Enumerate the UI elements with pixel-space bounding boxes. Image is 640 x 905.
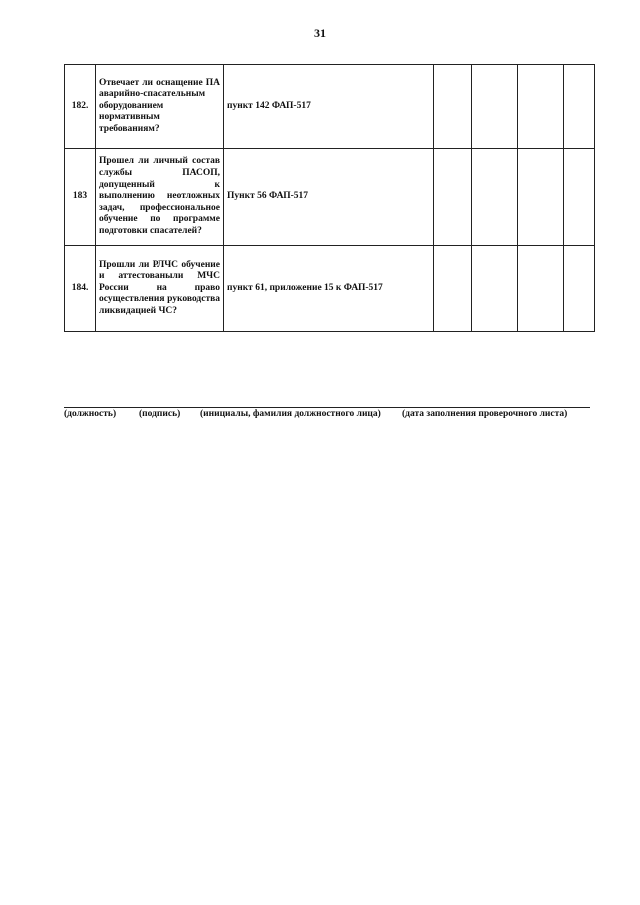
answer-cell[interactable]: [434, 65, 472, 149]
row-number: 184.: [65, 246, 96, 332]
signature-caption: (подпись): [139, 409, 181, 419]
answer-cell[interactable]: [518, 65, 564, 149]
row-reference: пункт 61, приложение 15 к ФАП-517: [224, 246, 434, 332]
row-number: 182.: [65, 65, 96, 149]
table-row: [65, 65, 595, 149]
page-number: 31: [314, 26, 326, 40]
answer-cell[interactable]: [472, 246, 518, 332]
answer-cell[interactable]: [518, 149, 564, 246]
date-caption: (дата заполнения проверочного листа): [402, 409, 568, 419]
answer-cell[interactable]: [564, 65, 595, 149]
answer-cell[interactable]: [472, 65, 518, 149]
answer-cell[interactable]: [434, 246, 472, 332]
row-reference: пункт 142 ФАП-517: [224, 65, 434, 149]
table-row: [65, 149, 595, 246]
table-row: [65, 246, 595, 332]
row-reference: Пункт 56 ФАП-517: [224, 149, 434, 246]
name-caption: (инициалы, фамилия должностного лица): [200, 409, 381, 419]
row-number: 183: [65, 149, 96, 246]
answer-cell[interactable]: [472, 149, 518, 246]
answer-cell[interactable]: [564, 246, 595, 332]
row-question: Отвечает ли оснащение ПА аварийно-спасательным оборудованием нормативным требованиям?: [96, 65, 224, 149]
row-question: Прошли ли РЛЧС обучение и аттестованыли МЧС России на право осуществления руководства ликвидацией ЧС?: [96, 246, 224, 332]
answer-cell[interactable]: [564, 149, 595, 246]
checklist-table: [64, 64, 595, 332]
row-question: Прошел ли личный состав службы ПАСОП, допущенный к выполнению неотложных задач, профессиональное обучение по программе подготовки спасателей?: [96, 149, 224, 246]
answer-cell[interactable]: [434, 149, 472, 246]
signature-line[interactable]: [64, 407, 590, 408]
answer-cell[interactable]: [518, 246, 564, 332]
position-caption: (должность): [64, 409, 117, 419]
